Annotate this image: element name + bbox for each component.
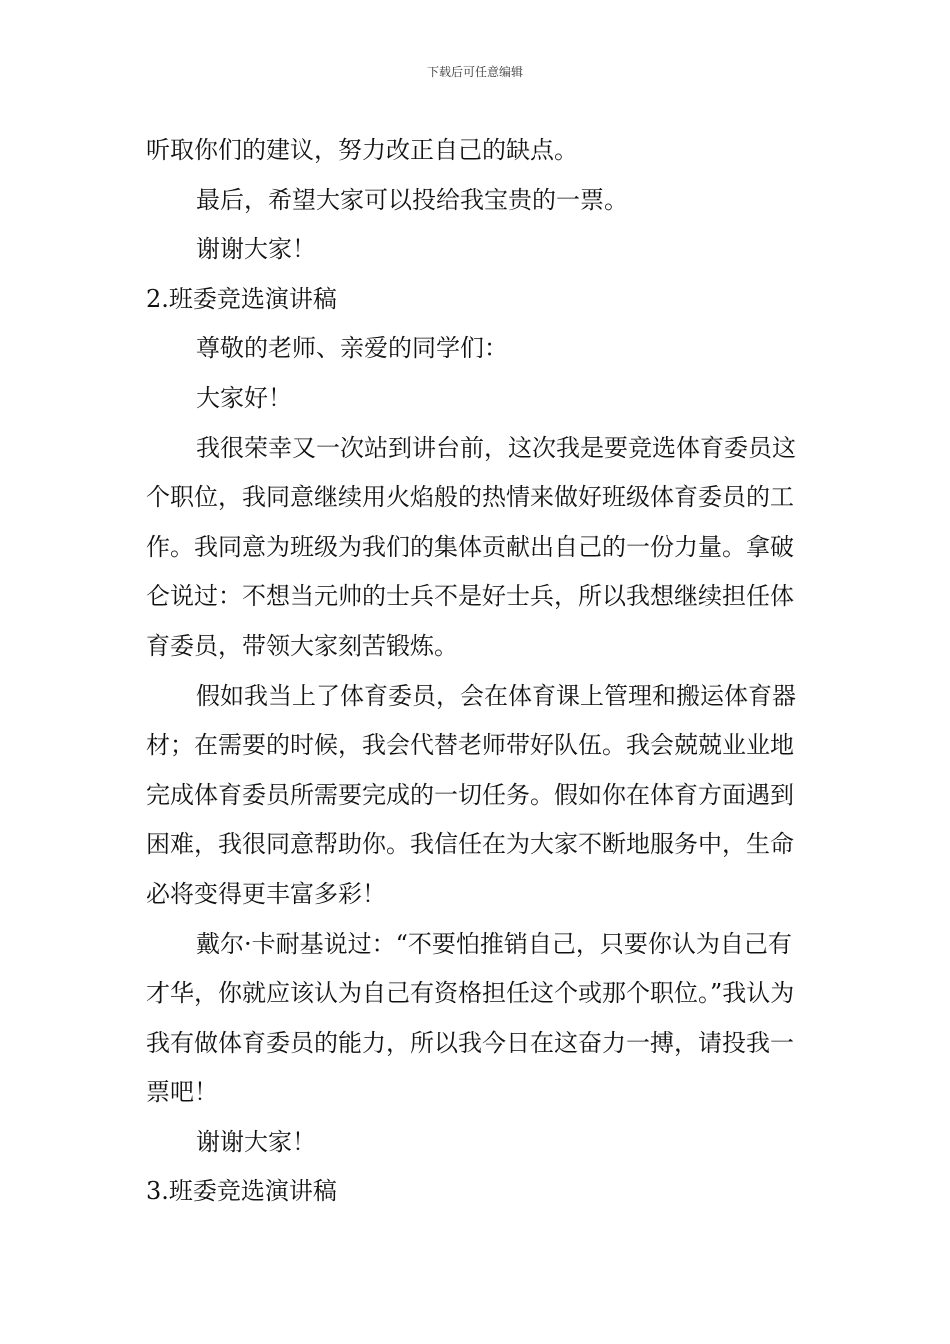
- paragraph-closing-request: 最后，希望大家可以投给我宝贵的一票。: [196, 185, 628, 214]
- paragraph-duties: 假如我当上了体育委员，会在体育课上管理和搬运体育器材；在需要的时候，我会代替老师带好队伍。我会兢兢业业地完成体育委员所需要完成的一切任务。假如你在体育方面遇到困难，我很同意帮助你。我信任在为大家不断地服务中，生命必将变得更丰富多彩！: [146, 681, 796, 908]
- paragraph-quote: 戴尔·卡耐基说过：“不要怕推销自己，只要你认为自己有才华，你就应该认为自己有资格担任这个或那个职位。”我认为我有做体育委员的能力，所以我今日在这奋力一搏，请投我一票吧！: [146, 929, 795, 1107]
- paragraph-thanks-2: 谢谢大家！: [196, 1127, 316, 1156]
- document-body: [146, 126, 814, 1217]
- paragraph-thanks: 谢谢大家！: [196, 235, 316, 264]
- page-header: 下载后可任意编辑: [426, 65, 523, 79]
- paragraph-salutation: 尊敬的老师、亲爱的同学们：: [196, 334, 508, 363]
- paragraph-greeting: 大家好！: [196, 383, 292, 412]
- section-heading-3: 3.班委竞选演讲稿: [146, 1177, 337, 1206]
- paragraph-introduction: 我很荣幸又一次站到讲台前，这次我是要竞选体育委员这个职位，我同意继续用火焰般的热情来做好班级体育委员的工作。我同意为班级为我们的集体贡献出自己的一份力量。拿破仑说过：不想当元帅的士兵不是好士兵，所以我想继续担任体育委员，带领大家刻苦锻炼。: [146, 433, 796, 660]
- section-heading-2: 2.班委竞选演讲稿: [146, 284, 337, 313]
- paragraph-continued: 听取你们的建议，努力改正自己的缺点。: [146, 136, 578, 164]
